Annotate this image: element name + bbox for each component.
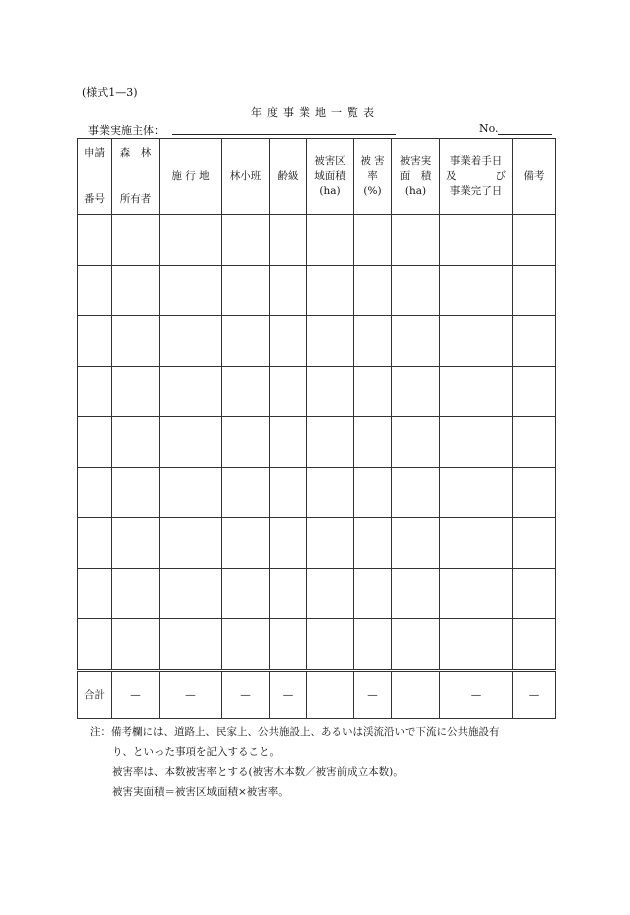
table-cell[interactable] <box>160 265 222 316</box>
total-actual-area-cell[interactable] <box>392 670 440 718</box>
table-cell[interactable] <box>222 568 270 619</box>
no-label: No. <box>479 122 499 135</box>
table-row <box>78 265 556 316</box>
total-age-class-dash: — <box>270 670 307 718</box>
table-cell[interactable] <box>270 366 307 417</box>
table-cell[interactable] <box>440 265 513 316</box>
project-site-table <box>77 138 556 719</box>
table-cell[interactable] <box>513 265 556 316</box>
table-cell[interactable] <box>112 467 160 518</box>
table-cell[interactable] <box>513 518 556 569</box>
table-cell[interactable] <box>112 265 160 316</box>
table-row <box>78 568 556 619</box>
table-cell[interactable] <box>270 265 307 316</box>
table-cell[interactable] <box>270 518 307 569</box>
table-cell[interactable] <box>440 568 513 619</box>
table-cell[interactable] <box>78 265 112 316</box>
form-number: (様式1—3) <box>82 86 138 99</box>
table-cell[interactable] <box>222 518 270 569</box>
table-cell[interactable] <box>354 619 392 671</box>
total-forest-owner-dash: — <box>112 670 160 718</box>
table-cell[interactable] <box>307 619 354 671</box>
total-damage-rate-dash: — <box>354 670 392 718</box>
table-cell[interactable] <box>307 417 354 468</box>
table-cell[interactable] <box>222 467 270 518</box>
table-cell[interactable] <box>222 619 270 671</box>
table-cell[interactable] <box>513 619 556 671</box>
table-cell[interactable] <box>354 366 392 417</box>
table-cell[interactable] <box>112 619 160 671</box>
table-cell[interactable] <box>270 215 307 266</box>
table-cell[interactable] <box>392 467 440 518</box>
table-cell[interactable] <box>160 568 222 619</box>
note-remarks-instruction: 備考欄には、道路上、民家上、公共施設上、あるいは渓流沿いで下流に公共施設有 <box>111 726 500 738</box>
table-cell[interactable] <box>222 215 270 266</box>
table-cell[interactable] <box>78 467 112 518</box>
notes-prefix: 注： <box>90 726 111 738</box>
no-field[interactable] <box>498 134 552 135</box>
table-row <box>78 215 556 266</box>
table-row <box>78 467 556 518</box>
table-cell[interactable] <box>78 366 112 417</box>
notes <box>90 722 560 802</box>
table-cell[interactable] <box>440 417 513 468</box>
table-cell[interactable] <box>392 619 440 671</box>
table-cell[interactable] <box>270 619 307 671</box>
total-label: 合計 <box>78 670 112 718</box>
table-cell[interactable] <box>160 417 222 468</box>
table-cell[interactable] <box>307 467 354 518</box>
table-cell[interactable] <box>354 467 392 518</box>
header-application-number: 申請 番号 <box>78 139 112 215</box>
table-cell[interactable] <box>307 215 354 266</box>
table-cell[interactable] <box>270 467 307 518</box>
total-damaged-area-cell[interactable] <box>307 670 354 718</box>
header-age-class: 齢級 <box>270 139 307 215</box>
table-cell[interactable] <box>440 467 513 518</box>
table-cell[interactable] <box>392 215 440 266</box>
table-cell[interactable] <box>160 619 222 671</box>
table-cell[interactable] <box>78 215 112 266</box>
table-cell[interactable] <box>354 417 392 468</box>
table-row <box>78 417 556 468</box>
header-remarks: 備考 <box>513 139 556 215</box>
header-actual-damaged-area: 被害実 面 積 (ha) <box>392 139 440 215</box>
table-cell[interactable] <box>270 417 307 468</box>
table-row <box>78 316 556 367</box>
table-cell[interactable] <box>440 366 513 417</box>
table-cell[interactable] <box>222 366 270 417</box>
table-cell[interactable] <box>222 316 270 367</box>
table-cell[interactable] <box>354 265 392 316</box>
table-cell[interactable] <box>112 316 160 367</box>
table-cell[interactable] <box>222 417 270 468</box>
table-cell[interactable] <box>440 215 513 266</box>
table-cell[interactable] <box>354 568 392 619</box>
table-cell[interactable] <box>354 316 392 367</box>
table-cell[interactable] <box>160 215 222 266</box>
header-site: 施 行 地 <box>160 139 222 215</box>
total-remarks-dash: — <box>513 670 556 718</box>
table-cell[interactable] <box>392 366 440 417</box>
table-cell[interactable] <box>270 568 307 619</box>
table-cell[interactable] <box>392 316 440 367</box>
entity-label: 事業実施主体： <box>88 124 165 137</box>
table-cell[interactable] <box>78 417 112 468</box>
table-cell[interactable] <box>513 366 556 417</box>
table-cell[interactable] <box>440 518 513 569</box>
header-start-end-dates: 事業着手日 及 び 事業完了日 <box>440 139 513 215</box>
table-cell[interactable] <box>513 316 556 367</box>
table-cell[interactable] <box>112 568 160 619</box>
table-cell[interactable] <box>222 265 270 316</box>
table-cell[interactable] <box>78 518 112 569</box>
table-cell[interactable] <box>112 215 160 266</box>
table-cell[interactable] <box>513 568 556 619</box>
entity-field[interactable] <box>172 134 396 135</box>
table-cell[interactable] <box>270 316 307 367</box>
table-cell[interactable] <box>307 366 354 417</box>
table-cell[interactable] <box>112 417 160 468</box>
table-cell[interactable] <box>160 467 222 518</box>
document-title: 年度事業地一覧表 <box>251 106 379 119</box>
table-cell[interactable] <box>78 568 112 619</box>
note-actual-area: 被害実面積＝被害区域面積×被害率。 <box>112 786 289 798</box>
table-cell[interactable] <box>307 568 354 619</box>
table-cell[interactable] <box>392 568 440 619</box>
header-damage-rate: 被 害 率 (%) <box>354 139 392 215</box>
total-row <box>78 670 556 718</box>
total-site-dash: — <box>160 670 222 718</box>
table-cell[interactable] <box>440 619 513 671</box>
table-cell[interactable] <box>392 417 440 468</box>
note-remarks-instruction-cont: り、といった事項を記入すること。 <box>112 746 280 758</box>
note-damage-rate: 被害率は、本数被害率とする(被害木本数／被害前成立本数)。 <box>112 766 404 778</box>
table-cell[interactable] <box>392 265 440 316</box>
table-cell[interactable] <box>112 366 160 417</box>
table-row <box>78 366 556 417</box>
table-cell[interactable] <box>513 417 556 468</box>
header-forest-owner: 森 林 所有者 <box>112 139 160 215</box>
table-cell[interactable] <box>307 316 354 367</box>
header-damaged-area: 被害区 域面積 (ha) <box>307 139 354 215</box>
table-cell[interactable] <box>392 518 440 569</box>
table-cell[interactable] <box>78 619 112 671</box>
table-cell[interactable] <box>160 316 222 367</box>
table-cell[interactable] <box>440 316 513 367</box>
table-row <box>78 518 556 569</box>
table-cell[interactable] <box>513 215 556 266</box>
table-cell[interactable] <box>112 518 160 569</box>
table-cell[interactable] <box>160 366 222 417</box>
table-row <box>78 619 556 671</box>
table-cell[interactable] <box>160 518 222 569</box>
table-cell[interactable] <box>307 518 354 569</box>
total-subcompartment-dash: — <box>222 670 270 718</box>
total-dates-dash: — <box>440 670 513 718</box>
table-cell[interactable] <box>513 467 556 518</box>
table-cell[interactable] <box>307 265 354 316</box>
table-cell[interactable] <box>78 316 112 367</box>
table-cell[interactable] <box>354 518 392 569</box>
entity-row <box>82 122 552 138</box>
header-subcompartment: 林小班 <box>222 139 270 215</box>
table-cell[interactable] <box>354 215 392 266</box>
